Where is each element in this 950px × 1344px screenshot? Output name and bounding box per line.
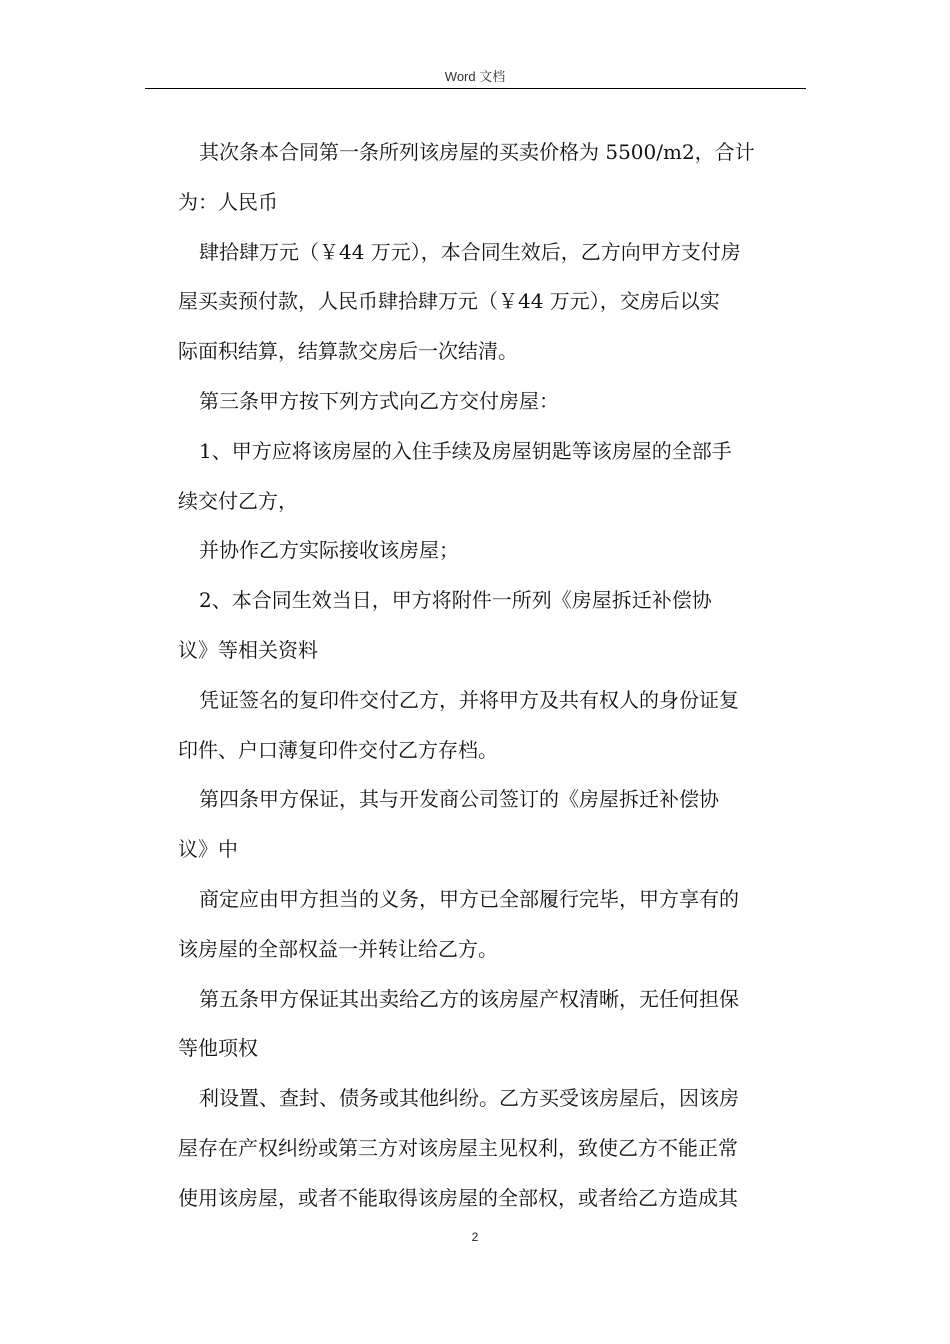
body-line: 际面积结算，结算款交房后一次结清。 bbox=[178, 339, 518, 364]
header-divider bbox=[145, 88, 806, 89]
body-line: 其次条本合同第一条所列该房屋的买卖价格为 5500/m2，合计 bbox=[199, 140, 755, 164]
body-line: 使用该房屋，或者不能取得该房屋的全部权，或者给乙方造成其 bbox=[178, 1185, 738, 1210]
page-header-title: Word 文档 bbox=[444, 69, 506, 84]
body-line: 印件、户口薄复印件交付乙方存档。 bbox=[178, 737, 498, 762]
body-line: 议》等相关资料 bbox=[178, 637, 318, 662]
body-line: 1、甲方应将该房屋的入住手续及房屋钥匙等该房屋的全部手 bbox=[199, 438, 732, 463]
body-line: 为：人民币 bbox=[178, 189, 278, 214]
body-line: 并协作乙方实际接收该房屋； bbox=[199, 538, 459, 563]
body-line: 屋买卖预付款，人民币肆拾肆万元（￥44 万元），交房后以实 bbox=[178, 289, 720, 314]
body-line: 议》中 bbox=[178, 837, 238, 862]
body-line: 等他项权 bbox=[178, 1036, 258, 1061]
body-line: 2、本合同生效当日，甲方将附件一所列《房屋拆迁补偿协 bbox=[199, 588, 712, 613]
body-line: 利设置、查封、债务或其他纠纷。乙方买受该房屋后，因该房 bbox=[199, 1086, 739, 1111]
body-line: 第三条甲方按下列方式向乙方交付房屋： bbox=[199, 388, 559, 413]
body-line: 该房屋的全部权益一并转让给乙方。 bbox=[178, 936, 498, 961]
body-line: 肆拾肆万元（￥44 万元），本合同生效后，乙方向甲方支付房 bbox=[199, 239, 741, 264]
body-line: 第五条甲方保证其出卖给乙方的该房屋产权清晰，无任何担保 bbox=[199, 986, 739, 1011]
document-body bbox=[178, 128, 808, 1224]
body-line: 凭证签名的复印件交付乙方，并将甲方及共有权人的身份证复 bbox=[199, 687, 739, 712]
page-number: 2 bbox=[471, 1230, 479, 1244]
body-line: 续交付乙方， bbox=[178, 488, 298, 513]
body-line: 商定应由甲方担当的义务，甲方已全部履行完毕，甲方享有的 bbox=[199, 886, 739, 911]
body-line: 屋存在产权纠纷或第三方对该房屋主见权利，致使乙方不能正常 bbox=[178, 1135, 738, 1160]
body-line: 第四条甲方保证，其与开发商公司签订的《房屋拆迁补偿协 bbox=[199, 787, 719, 812]
